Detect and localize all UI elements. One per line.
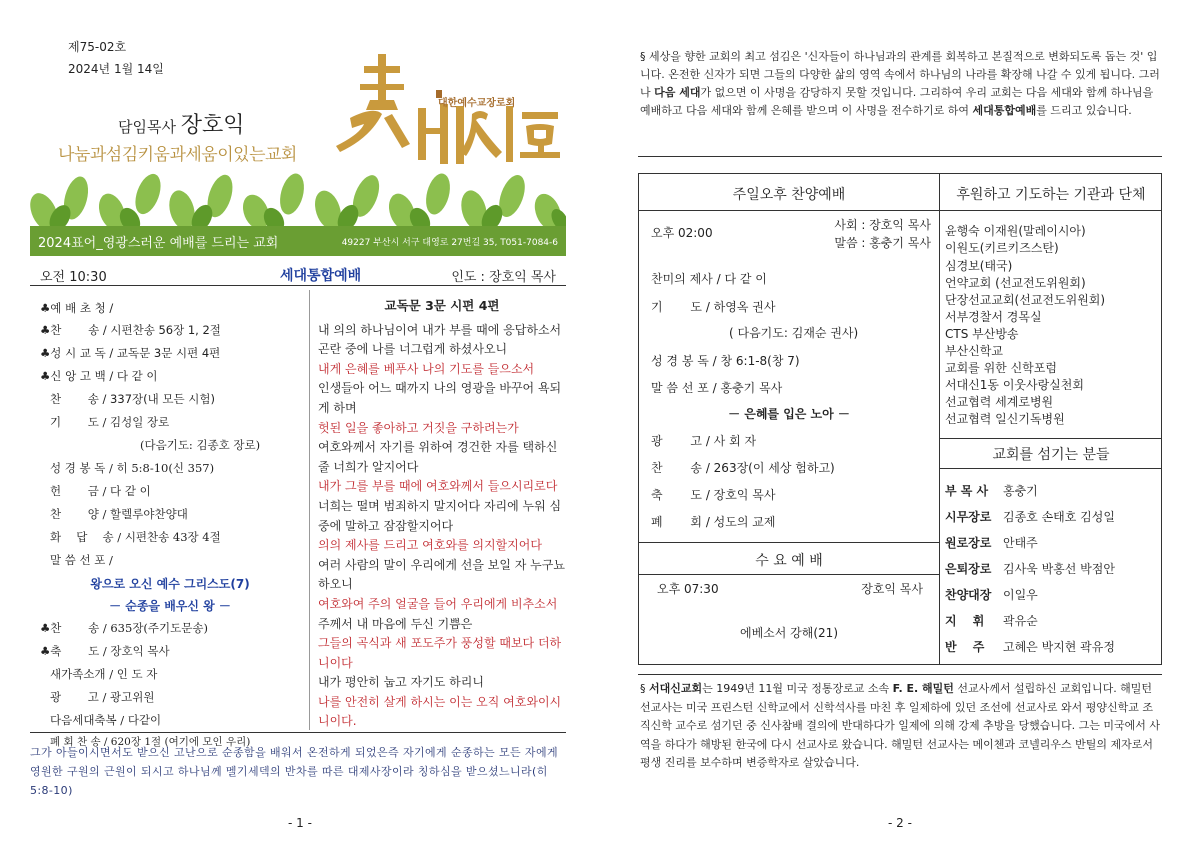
pastor-line [118, 108, 245, 139]
reading-line-response: 내가 그를 부를 때에 여호와께서 들으시리로다 [318, 479, 558, 494]
divider [940, 468, 1162, 469]
banner-address: 49227 부산시 서구 대영로 27번길 35, T051-7084-6 [341, 238, 558, 248]
column-divider [939, 174, 940, 664]
intro-text: § 세상을 향한 교회의 최고 섬김은 '신자들이 하나님과의 관계를 회복하고 본질적으로 변화되도록 돕는 것' 입니다. 온전한 신자가 되면 그들의 다양한 삶의 영역 속에서 하나님의 나라를 확장해 나갈 수 있게 됩니다. 그러나 [640, 50, 1160, 99]
issue-number: 제75-02호 [68, 40, 127, 54]
sponsor-item: CTS 부산방송 [945, 327, 1019, 341]
servant-names: 안태주 [1003, 536, 1038, 550]
church-motto: 나눔과섬김키움과세움이있는교회 [58, 145, 297, 165]
reading-line-response: 내게 은혜를 베푸사 나의 기도를 들으소서 [318, 361, 535, 376]
order-item: ♣축 도 / 장호익 목사 [40, 644, 170, 658]
servant-role: 반 주 [945, 640, 985, 654]
servants-title: 교회를 섬기는 분들 [992, 447, 1110, 463]
order-item: 기 도 / 김성일 장로 [50, 415, 170, 429]
servant-row [945, 586, 1038, 603]
evening-item: 광 고 / 사 회 자 [651, 434, 757, 448]
order-item: 찬 양 / 할렐루야찬양대 [50, 507, 188, 521]
divider [638, 156, 1162, 157]
leaf-decoration-icon [30, 168, 566, 230]
sponsor-item: 단장선교교회(선교전도위원회) [945, 293, 1106, 307]
order-item: 광 고 / 광고위원 [50, 690, 155, 704]
servant-row [945, 638, 1115, 655]
reading-line: 여러 사람의 말이 우리에게 선을 보일 자 누구뇨 하오니 [318, 557, 565, 592]
history-emphasis: F. E. 해밀턴 [892, 682, 954, 695]
order-item: ♣예 배 초 청 / [40, 301, 114, 315]
evening-time: 오후 02:00 [651, 226, 713, 240]
servant-names: 곽유순 [1003, 614, 1038, 628]
reading-line: 내가 평안히 눕고 자기도 하리니 [318, 675, 484, 690]
intro-emphasis: 다음 세대 [654, 86, 701, 99]
reading-line: 너희는 떨며 범죄하지 말지어다 자리에 누워 심중에 말하고 잠잠할지어다 [318, 498, 562, 533]
order-item: ♣성 시 교 독 / 교독문 3문 시편 4편 [40, 346, 221, 360]
sermon-title: 왕으로 오신 예수 그리스도(7) [90, 577, 250, 591]
sponsors-title: 후원하고 기도하는 기관과 단체 [956, 187, 1146, 203]
church-history [640, 680, 1162, 773]
servant-role: 찬양대장 [945, 588, 992, 602]
divider [639, 574, 939, 575]
service-time: 오전 10:30 [40, 270, 107, 285]
pastor-title: 담임목사 [118, 118, 176, 136]
reading-title: 교독문 3문 시편 4편 [384, 298, 500, 313]
order-of-worship [30, 290, 310, 748]
servant-row [945, 508, 1115, 525]
history-text: 선교사께서 설립하신 교회입니다. 해밀턴 선교사는 미국 프린스턴 신학교에서 신학석사를 마친 후 일제하에 있던 조선에 선교사로 와서 평양신학교 조직신학 교수로 섬기던 중 신사참배 결의에 반대하다가 일제에 의해 강제 추방을 당했습니다. 그는 미국에서 사역을 하다가 해방된 한국에 다시 선교사로 왔습니다. 해밀턴 선교사는 메이첸과 코넬리우스 반틸의 제자로서 평생 진리를 보수하며 변증학자로 살았습니다. [640, 682, 1160, 769]
reading-line-response: 나를 안전히 살게 하시는 이는 오직 여호와이시니이다. [318, 694, 562, 729]
evening-item: 축 도 / 장호익 목사 [651, 488, 776, 502]
divider [639, 210, 939, 211]
reading-line: 주께서 내 마음에 두신 기쁨은 [318, 616, 473, 631]
sponsor-item: 선교협력 일신기독병원 [945, 412, 1065, 426]
order-item: 새가족소개 / 인 도 자 [50, 667, 158, 681]
servant-role: 은퇴장로 [945, 562, 992, 576]
reading-line: 내 의의 하나님이여 내가 부를 때에 응답하소서 곤란 중에 나를 너그럽게 하셨사오니 [318, 322, 562, 357]
evening-preacher: 말씀 : 홍충기 목사 [834, 236, 931, 250]
order-item: ♣찬 송 / 635장(주기도문송) [40, 621, 208, 635]
reading-line-response: 그들의 곡식과 새 포도주가 풍성할 때보다 더하니이다 [318, 636, 562, 670]
issue-info [68, 36, 164, 80]
servant-names: 고혜은 박지현 곽유정 [1003, 640, 1115, 654]
bulletin-page-2 [600, 0, 1200, 848]
wednesday-service-title: 수 요 예 배 [755, 553, 823, 569]
evening-sermon-title: － 은혜를 입은 노아 － [728, 407, 850, 421]
history-emphasis: 서대신교회 [649, 682, 703, 695]
denomination-label: 대한예수교장로회 [438, 98, 516, 109]
sponsor-item: 선교협력 세계로병원 [945, 395, 1054, 409]
intro-paragraph [640, 48, 1162, 120]
reading-line: 인생들아 어느 때까지 나의 영광을 바꾸어 욕되게 하며 [318, 381, 562, 415]
reading-line-response: 헛된 일을 좋아하고 거짓을 구하려는가 [318, 420, 519, 435]
issue-date: 2024년 1월 14일 [68, 62, 164, 76]
evening-item: 기 도 / 하영옥 권사 [651, 300, 776, 314]
intro-text: 가 없으면 이 사명을 감당하지 못할 것입니다. 그리하여 우리 교회는 다음 세대와 함께 하나님을 예배하고 다음 세대와 함께 은혜를 받으며 이 사명을 전수하기로 하여 [640, 86, 1154, 117]
divider [940, 438, 1162, 439]
servant-role: 지 휘 [945, 614, 985, 628]
sponsor-item: 부산신학교 [945, 344, 1003, 358]
reading-line-response: 여호와여 주의 얼굴을 들어 우리에게 비추소서 [318, 596, 558, 611]
evening-service-title: 주일오후 찬양예배 [732, 187, 846, 203]
service-name: 세대통합예배 [280, 268, 362, 284]
history-text: § [640, 682, 649, 695]
evening-item: 찬 송 / 263장(이 세상 험하고) [651, 461, 835, 475]
wednesday-leader: 장호익 목사 [861, 582, 923, 596]
intro-text: 를 드리고 있습니다. [1036, 104, 1132, 117]
servant-names: 김사욱 박홍선 박점안 [1003, 562, 1115, 576]
service-leader: 인도 : 장호익 목사 [451, 270, 556, 285]
order-item: (다음기도: 김종호 장로) [140, 438, 261, 452]
wednesday-time: 오후 07:30 [657, 582, 719, 596]
responsive-reading [318, 296, 566, 732]
order-item: 다음세대축복 / 다같이 [50, 713, 162, 727]
divider [639, 542, 939, 543]
sponsor-item: 서부경찰서 경목실 [945, 310, 1042, 324]
servant-names: 이일우 [1003, 588, 1038, 602]
reading-line-response: 의의 제사를 드리고 여호와를 의지할지어다 [318, 538, 542, 553]
wednesday-sermon: 에베소서 강해(21) [740, 626, 838, 640]
servant-role: 부 목 사 [945, 484, 989, 498]
history-text: 는 1949년 11월 미국 정통장로교 소속 [702, 682, 893, 695]
evening-item: 찬미의 제사 / 다 같 이 [651, 272, 767, 286]
banner-motto: 2024표어_영광스러운 예배를 드리는 교회 [38, 236, 279, 251]
sponsor-item: 서대신1동 이웃사랑실천회 [945, 378, 1084, 392]
evening-host: 사회 : 장호익 목사 [834, 218, 931, 232]
evening-item: 말 씀 선 포 / 홍충기 목사 [651, 381, 783, 395]
divider [638, 674, 1162, 675]
order-item: ♣신 앙 고 백 / 다 같 이 [40, 369, 158, 383]
servant-names: 김종호 손태호 김성일 [1003, 510, 1115, 524]
sponsor-item: 심경보(태국) [945, 259, 1013, 273]
order-item: 폐 회 찬 송 / 620장 1절 (여기에 모인 우리) [50, 736, 251, 748]
evening-item: 폐 회 / 성도의 교제 [651, 515, 776, 529]
evening-item: ( 다음기도: 김재순 권사) [729, 326, 859, 340]
sponsor-item: 윤행숙 이재원(말레이시아) [945, 224, 1086, 238]
evening-item: 성 경 봉 독 / 창 6:1-8(창 7) [651, 354, 800, 368]
sponsor-item: 교회를 위한 신학포럼 [945, 361, 1057, 375]
service-header [30, 262, 566, 286]
scripture-verse: 그가 아들이시면서도 받으신 고난으로 순종함을 배워서 온전하게 되었은즉 자기에게 순종하는 모든 자에게 영원한 구원의 근원이 되시고 하나님께 멜기세덱의 반차를 따른 대제사장이라 칭하심을 받으셨느니라(히 5:8-10) [30, 732, 566, 800]
order-item: 말 씀 선 포 / [50, 553, 113, 567]
pastor-name: 장호익 [180, 113, 245, 138]
divider [940, 210, 1162, 211]
servant-row [945, 482, 1038, 499]
order-item: 헌 금 / 다 같 이 [50, 484, 151, 498]
page-number: - 1 - [288, 816, 312, 830]
page-number: - 2 - [888, 816, 912, 830]
services-box [638, 173, 1162, 665]
sponsor-item: 언약교회 (선교전도위원회) [945, 276, 1086, 290]
church-logo-icon [330, 48, 570, 188]
servant-role: 원로장로 [945, 536, 992, 550]
order-item: 화 답 송 / 시편찬송 43장 4절 [50, 530, 221, 544]
motto-banner [30, 226, 566, 256]
reading-line: 여호와께서 자기를 위하여 경건한 자를 택하신 줄 너희가 알지어다 [318, 440, 558, 474]
sponsor-item: 이원도(키르키즈스탄) [945, 241, 1059, 255]
order-item: 성 경 봉 독 / 히 5:8-10(신 357) [50, 461, 215, 475]
intro-emphasis: 세대통합예배 [972, 104, 1037, 117]
servant-row [945, 534, 1038, 551]
servant-names: 홍충기 [1003, 484, 1038, 498]
order-item: ♣찬 송 / 시편찬송 56장 1, 2절 [40, 323, 221, 337]
servant-row [945, 612, 1038, 629]
servant-row [945, 560, 1115, 577]
order-item: 찬 송 / 337장(내 모든 시험) [50, 392, 215, 406]
sermon-subtitle: － 순종을 배우신 왕 － [109, 599, 231, 613]
servant-role: 시무장로 [945, 510, 992, 524]
